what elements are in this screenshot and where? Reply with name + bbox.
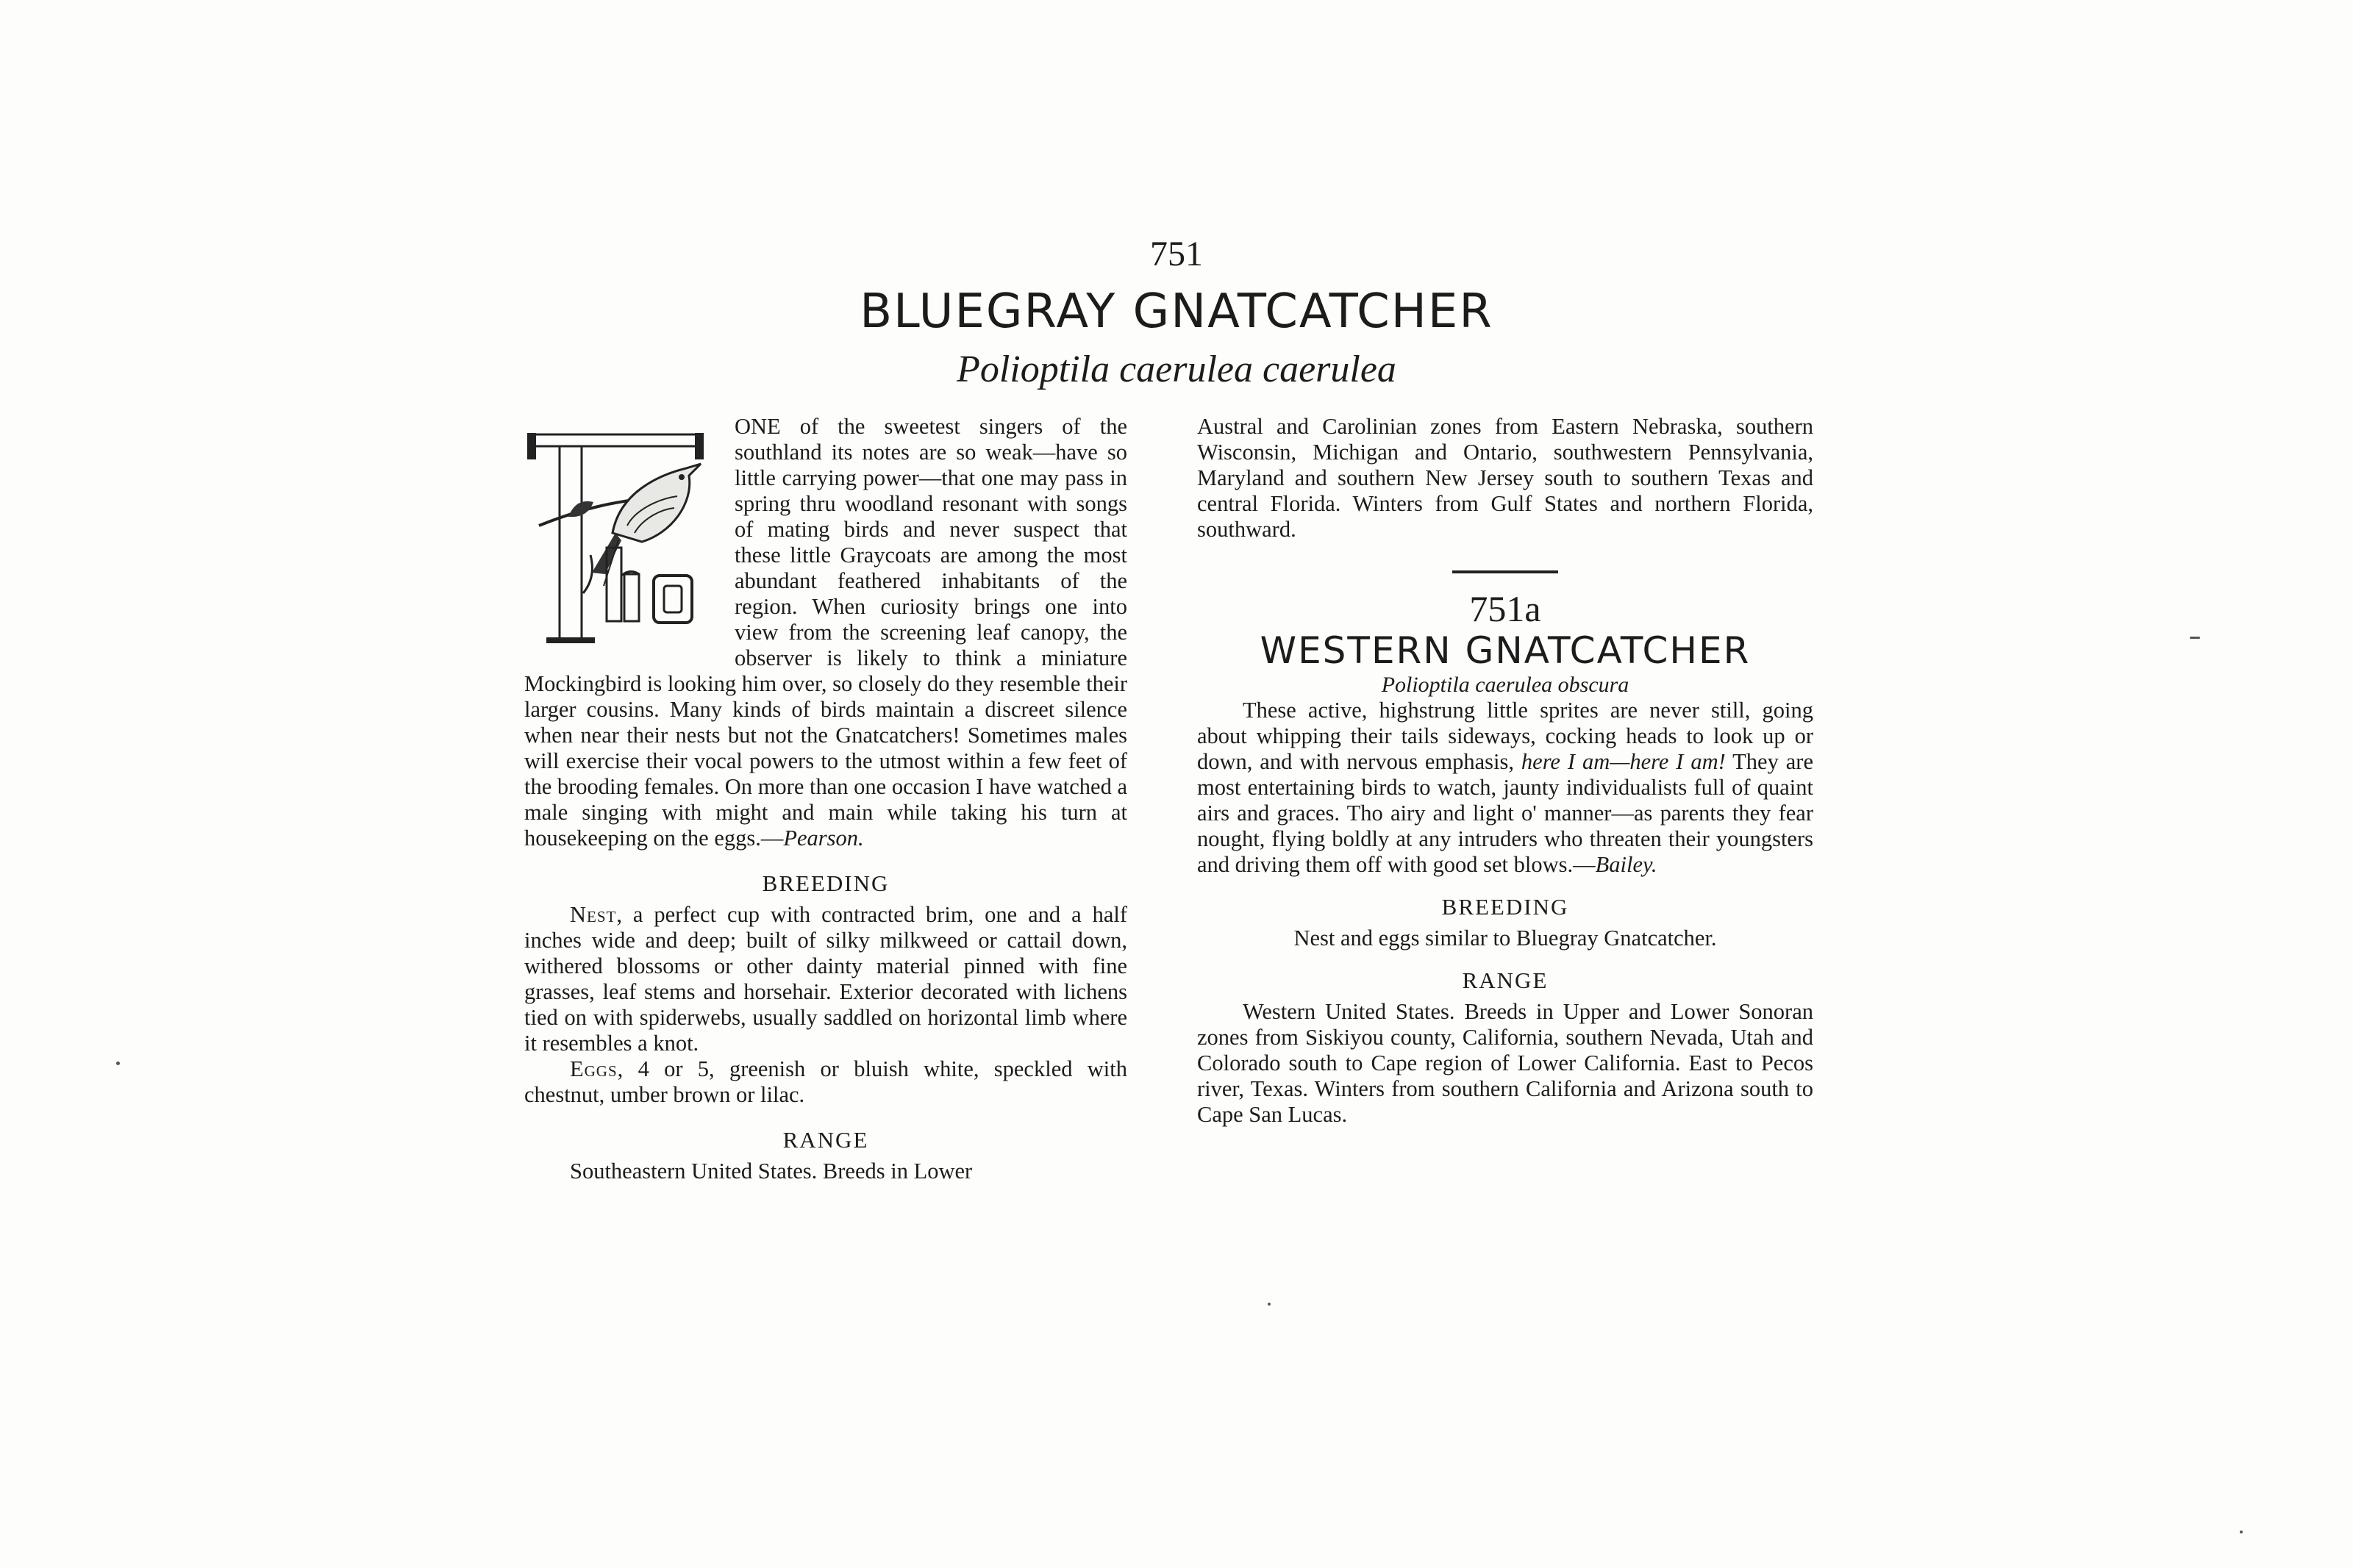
western-breeding-heading: BREEDING (1441, 894, 1569, 920)
western-intro-attribution: Bailey. (1595, 852, 1657, 877)
western-intro-after: They are most entertaining birds to watch, jaunty individualists full of quaint airs and graces. Tho airy and light o' manner—as parents they fear nought, flying boldly at any intruders who threaten their youngsters and driving them off with good set blows.— (1197, 749, 1813, 877)
western-intro-quote: here I am—here I am! (1521, 749, 1726, 774)
species-title: BLUEGRAY GNATCATCHER (860, 284, 1493, 339)
western-range-heading: RANGE (1462, 967, 1549, 993)
bluegray-column (524, 414, 1127, 1184)
western-title: WESTERN GNATCATCHER (1260, 629, 1751, 672)
western-breeding-text: Nest and eggs similar to Bluegray Gnatcatcher. (1293, 926, 1717, 951)
bluegray-range-heading: RANGE (782, 1127, 869, 1153)
ornamental-dropcap-bird-icon (524, 423, 721, 646)
eggs-label: Eggs (570, 1056, 618, 1081)
page-number: 751 (1150, 235, 1203, 273)
paper-speck (2190, 637, 2200, 639)
paper-speck (116, 1062, 120, 1065)
western-intro-before: These active, highstrung little sprites are never still, going about whipping their tails sideways, cocking heads to look up or down, and with nervous emphasis, (1197, 698, 1813, 774)
western-scientific-name: Polioptila caerulea obscura (1381, 673, 1629, 697)
bluegray-range-continued: Austral and Carolinian zones from Eastern Nebraska, southern Wisconsin, Michigan and Ontario, southwestern Pennsylvania, Maryland and southern New Jersey south to southern Texas and central Florida. Winters from Gulf States and northern Florida, southward. (1197, 414, 1813, 542)
paper-speck (1268, 1303, 1271, 1306)
section-divider (1452, 570, 1558, 573)
bluegray-breeding-heading: BREEDING (762, 870, 890, 896)
western-number: 751a (1469, 588, 1541, 629)
eggs-text: , 4 or 5, greenish or bluish white, speckled with chestnut, umber brown or lilac. (524, 1056, 1127, 1107)
bluegray-intro-text: ONE of the sweetest singers of the southland its notes are so weak—have so little carrying power—that one may pass in spring thru woodland resonant with songs of mating birds and never suspect that these little Graycoats are among the most abundant feathered inhabitants of the region. When curiosity brings one into view from the screening leaf canopy, the observer is likely to think a miniature Mockingbird is looking him over, so closely do they resemble their larger cousins. Many kinds of birds maintain a discreet silence when near their nests but not the Gnatcatchers! Sometimes males will exercise their vocal powers to the utmost within a few feet of the brooding females. On more than one occasion I have watched a male singing with might and main while taking his turn at housekeeping on the eggs.— (524, 414, 1127, 851)
paper-speck (2240, 1531, 2243, 1533)
bluegray-range-start: Southeastern United States. Breeds in Lower (570, 1159, 973, 1184)
nest-text: , a perfect cup with contracted brim, one and a half inches wide and deep; built of silky milkweed or cattail down, withered blossoms or other dainty material pinned with fine grasses, leaf stems and horsehair. Exterior decorated with lichens tied on with spiderwebs, usually saddled on horizontal limb where it resembles a knot. (524, 902, 1127, 1056)
nest-label: Nest (570, 902, 617, 927)
right-column (1197, 414, 1813, 1128)
western-range-text: Western United States. Breeds in Upper and Lower Sonoran zones from Siskiyou county, California, southern Nevada, Utah and Colorado south to Cape region of Lower California. East to Pecos river, Texas. Winters from southern California and Arizona south to Cape San Lucas. (1197, 999, 1813, 1127)
species-scientific-name: Polioptila caerulea caerulea (957, 348, 1396, 390)
bluegray-intro-attribution: Pearson. (783, 826, 864, 851)
